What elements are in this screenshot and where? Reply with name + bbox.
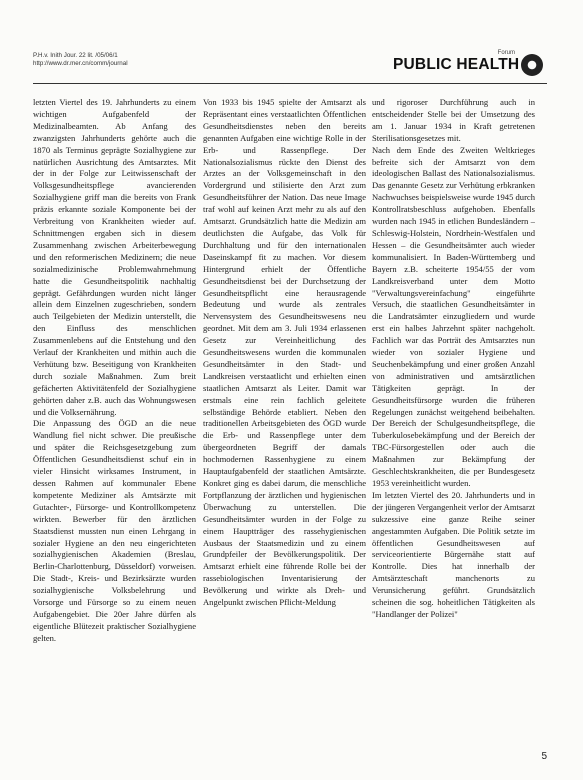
brand-small-label: Forum [497,50,515,56]
brand-block [393,50,543,78]
journal-line-2: http://www.dr.mer.cn/comm/journal [33,60,128,67]
text-column-2: Von 1933 bis 1945 spielte der Amtsarzt als Repräsentant eines verstaatlichten Öffentlichen Gesundheitsdienstes neben den bereits genannten Aufgaben eine wichtige Rolle in der Erb- und Rassenpflege. Der Nationalsozialismus rückte den Dienst des Arztes an der Volksgemeinschaft in den Vordergrund und stilisierte den Arzt zum Gesundheitsführer der Nation. Das neue Image traf wohl auf keinen Arzt mehr zu als auf den Amtsarzt. Grundsätzlich hatte die Medizin am deutlichsten die Aufgabe, das Volk für Durchhaltung und für den internationalen Daseinskampf fit zu machen. Vor diesem Hintergrund erhielt der Öffentliche Gesundheitsdienst bei der Durchsetzung der Gesundheitspflicht eine herausragende Bedeutung und wurde als zentrales Nervensystem des Gesundheitswesens neu geordnet. Mit dem am 3. Juli 1934 erlassenen Gesetz zur Vereinheitlichung des Gesundheitswesens wurden die kommunalen Gesundheitsämter in den Stadt- und Landkreisen verstaatlicht und erhielten einen staatlichen Amtsarzt als Leiter. Damit war erstmals eine rein fachlich geleitete selbständige Behörde etabliert. Neben den traditionellen Arbeitsgebieten des ÖGD wurde die Erb- und Rassenpflege unter dem übergeordneten Begriff der damals hochmodernen Rassenhygiene zu einem Hauptaufgabenfeld der staatlichen Amtsärzte. Konkret ging es dabei darum, die menschliche Fortpflanzung der ärztlichen und hygienischen Überwachung zu unterstellen. Die Gesundheitsämter wurden in der Folge zu einem Hauptträger des rassehygienischen Ausbaus der Staatsmedizin und zu einem Grundpfeiler der Bevölkerungspolitik. Der Amtsarzt erhielt eine führende Rolle bei der rassebiologischen Inventarisierung der Bevölkerung und wirkte als Dreh- und Angelpunkt zwischen Pflicht-Meldung [203,97,366,608]
brand-name: PUBLIC HEALTH [393,56,520,73]
page-number: 5 [541,751,547,762]
brand-logo-icon [521,54,543,76]
text-column-1: letzten Viertel des 19. Jahrhunderts zu einem wichtigen Aufgabenfeld der Medizinalbeamten. Ab Anfang des zwanzigsten Jahrhunderts gehörte auch die 1870 als Terminus geprägte Sozialhygiene zur natürlichen Ausrichtung des Amtsarztes. Mit der in der Folge zur Leitwissenschaft der Volksgesundheitspflege avancierenden Sozialhygiene griff man die bereits von Frank präzis erkannte soziale Komponente bei der Verbreitung von Krankheiten wieder auf. Schnittmengen ergaben sich in diesem Zusammenhang zwischen Arbeiterbewegung und den reformerischen Medizinern; die neue sozialmedizinische Problemwahrnehmung hatte die Gesundheitspolitik nachhaltig geprägt. Gefährdungen wurden nicht länger allein dem Einzelnen zugeschrieben, sondern auch Teilgebieten der Medizin unterstellt, die den Einfluss des menschlichen Zusammenlebens auf die Entstehung und den Verlauf der Krankheiten und mithin auch die Verhütung bzw. Beseitigung von Krankheiten durch soziale Maßnahmen. Zum breit gefächerten Aktivitätenfeld der Sozialhygiene gehörten daher z.B. auch das Wohnungswesen und die Volksernährung. Die Anpassung des ÖGD an die neue Wandlung fiel nicht schwer. Die preußische und später die Reichsgesetzgebung zum Öffentlichen Gesundheitsdienst schuf ein in vieler Hinsicht wirksames Instrument, in dessen Rahmen auf kommunaler Ebene kompetente Mediziner als Amtsärzte mit Gutachter-, Fürsorge- und Kontrollkompetenz wirkten. Bewerber für den ärztlichen Staatsdienst mussten nun einen Lehrgang in sozialer Hygiene an den neu eingerichteten sozialhygienischen Akademien (Breslau, Berlin-Charlottenburg, Düsseldorf) vorweisen. Die Stadt-, Kreis- und Bezirksärzte wurden sozialhygienische Volksbelehrung und Vorsorge und Fürsorge so zu einem neuen Aufgabengebiet. Die 20er Jahre dürfen als eigentliche Blütezeit praktischer Sozialhygiene gelten. [33,97,196,643]
journal-line-1: P.H.v. Inith Jour. 22 lit. /05/06/1 [33,52,118,59]
journal-citation [33,52,128,68]
text-column-3: und rigoroser Durchführung auch in entscheidender Stelle bei der Umsetzung des am 1. Januar 1934 in Kraft getretenen Sterilisationsgesetzes mit. Nach dem Ende des Zweiten Weltkrieges befreite sich der Amtsarzt von dem ideologischen Ballast des Nationalsozialismus. Das genannte Gesetz zur Verhütung erbkranken Nachwuchses beispielsweise wurde 1945 durch Kontrollratsbeschluss aufgehoben. Ebenfalls wurden nach 1945 in etlichen Bundesländern – Schleswig-Holstein, Nordrhein-Westfalen und Hessen – die Gesundheitsämter auch wieder kommunalisiert. In Baden-Württemberg und Bayern z.B. scheiterte 1954/55 der vom Landkreisverband unter dem Motto "Verwaltungsvereinfachung" eingeführte Versuch, die staatlichen Gesundheitsämter in die Landratsämter einzugliedern und wurde erst ein halbes Jahrzehnt später nachgeholt. Fachlich war das Porträt des Amtsarztes nun wieder von sozialer Hygiene und Seuchenbekämpfung und einer großen Anzahl von administrativen und amtsärztlichen Tätigkeiten geprägt. In der Gesundheitsfürsorge wurden die früheren Regelungen zunächst weitgehend beibehalten. Der Bereich der Schulgesundheitspflege, die Tuberkulosebekämpfung und der Bereich der TBC-Fürsorgestellen oder auch die Maßnahmen zur Bekämpfung der Geschlechtskrankheiten, die per Bundesgesetz 1953 vereinheitlicht wurden. Im letzten Viertel des 20. Jahrhunderts und in der jüngeren Vergangenheit verlor der Amtsarzt sukzessive eine ganze Reihe seiner angestammten Aufgaben. Die Politik setzte im öffentlichen Gesundheitswesen auf serviceorientierte Bürgernähe statt auf Kontrolle. Dies hat innerhalb der Amtsärzteschaft manchenorts zu Verunsicherung geführt. Grundsätzlich scheinen die sog. hoheitlichen Tätigkeiten als "Handlanger der Polizei" [372,97,535,619]
header-rule [33,83,547,84]
